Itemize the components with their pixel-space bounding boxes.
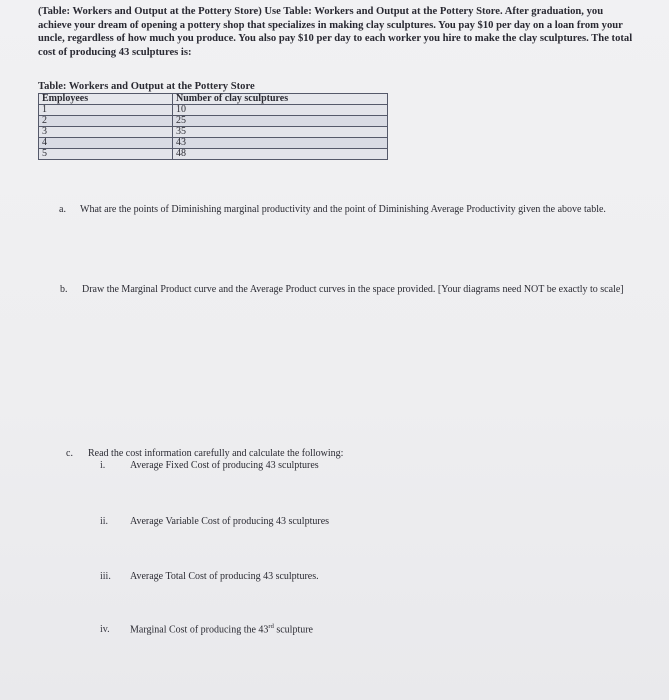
- column-header-sculptures: Number of clay sculptures: [173, 94, 388, 105]
- subquestion-text-suffix: sculpture: [273, 624, 313, 636]
- intro-paragraph: (Table: Workers and Output at the Pottery Store) Use Table: Workers and Output at the Pottery Store. After graduation, you achieve your dream of opening a pottery shop that specializes in making clay sculptures. You pay $10 per day on a loan from your uncle, regardless of how much you produce. You also pay $10 per day to each worker you hire to make the clay sculptures. The total cost of producing 43 sculptures is:: [38, 6, 633, 58]
- question-text: What are the points of Diminishing marginal productivity and the point of Diminishing Average Productivity given the above table.: [80, 204, 606, 215]
- question-c: [66, 448, 343, 461]
- ordinal-suffix: rd: [268, 623, 274, 630]
- question-marker: c.: [66, 448, 73, 459]
- table-row: [39, 149, 388, 160]
- roman-numeral: iv.: [100, 624, 110, 636]
- table-row: [39, 127, 388, 138]
- subquestion-iv: [100, 621, 313, 636]
- question-a: [59, 204, 639, 217]
- subquestion-text: Average Variable Cost of producing 43 sculptures: [130, 516, 330, 527]
- question-b: [60, 284, 640, 297]
- cell-sculptures: 10: [173, 105, 388, 116]
- subquestion-i: [100, 460, 319, 472]
- question-marker: a.: [59, 204, 66, 215]
- cell-employees: 1: [39, 105, 173, 116]
- table-row: [39, 105, 388, 116]
- question-text: Draw the Marginal Product curve and the Average Product curves in the space provided. [Your diagrams need NOT be exactly to scale]: [82, 284, 624, 295]
- roman-numeral: iii.: [100, 571, 111, 582]
- roman-numeral: ii.: [100, 516, 109, 527]
- table-row: [39, 116, 388, 127]
- subquestion-text: Marginal Cost of producing the 43: [130, 624, 269, 636]
- workers-output-table: [38, 93, 388, 160]
- cell-employees: 2: [39, 116, 173, 127]
- cell-employees: 5: [39, 149, 173, 160]
- subquestion-text: Average Fixed Cost of producing 43 sculptures: [130, 460, 319, 471]
- subquestion-iii: [100, 571, 319, 583]
- question-text: Read the cost information carefully and calculate the following:: [88, 448, 344, 459]
- subquestion-text: Average Total Cost of producing 43 sculptures.: [130, 571, 319, 582]
- cell-employees: 4: [39, 138, 173, 149]
- cell-sculptures: 25: [173, 116, 388, 127]
- cell-employees: 3: [39, 127, 173, 138]
- column-header-employees: Employees: [39, 94, 173, 105]
- cell-sculptures: 35: [173, 127, 388, 138]
- roman-numeral: i.: [100, 460, 106, 471]
- cell-sculptures: 43: [173, 138, 388, 149]
- cell-sculptures: 48: [173, 149, 388, 160]
- table-title: Table: Workers and Output at the Pottery Store: [38, 81, 255, 92]
- subquestion-ii: [100, 516, 329, 528]
- table-header-row: [39, 94, 388, 105]
- table-row: [39, 138, 388, 149]
- question-marker: b.: [60, 284, 68, 295]
